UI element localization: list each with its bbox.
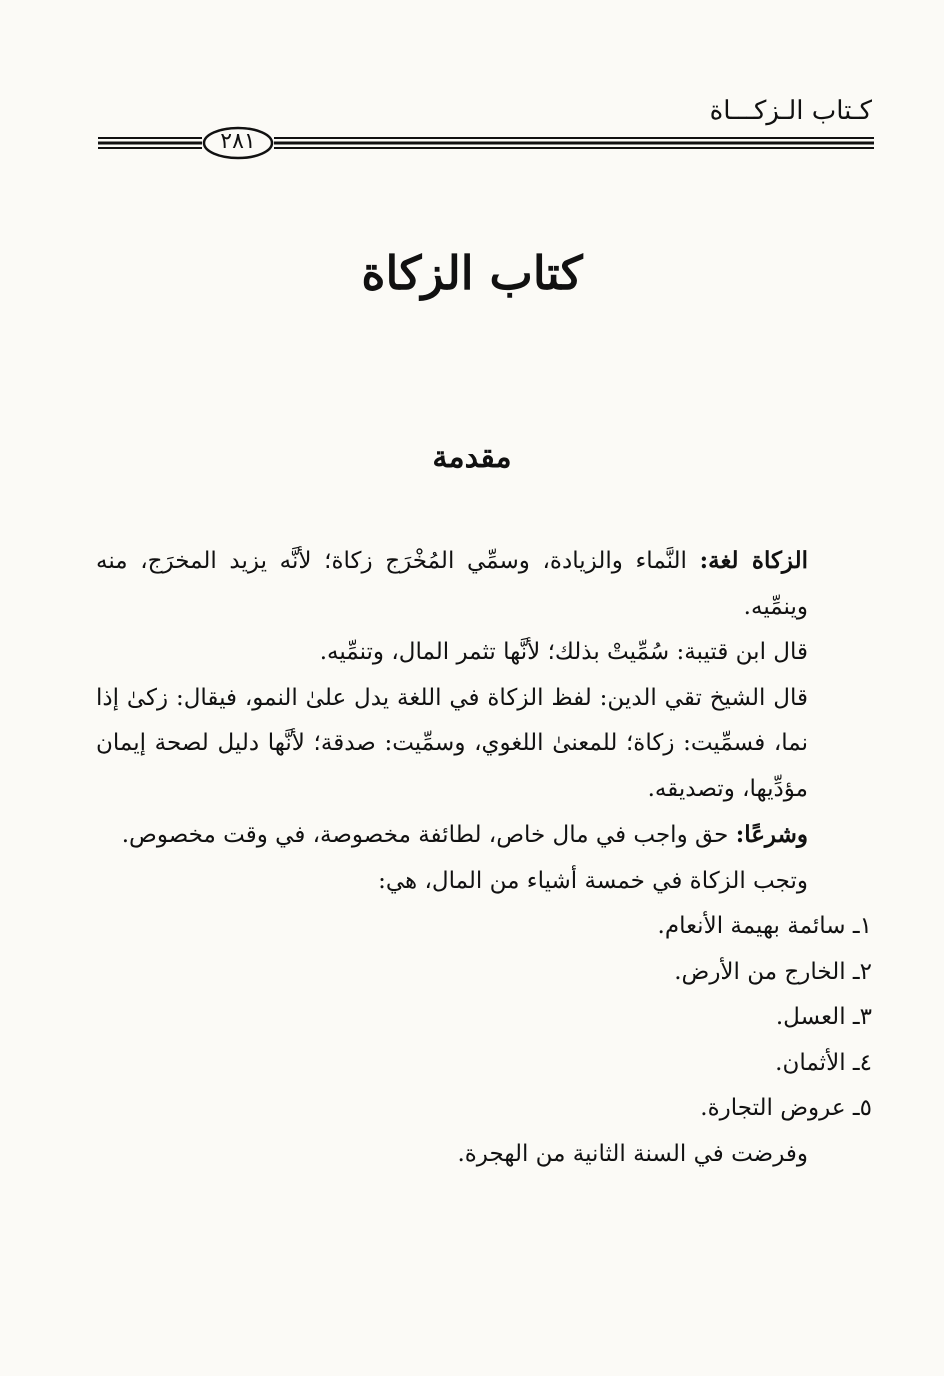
list-item: ١ـ سائمة بهيمة الأنعام. — [657, 913, 872, 939]
list-item: ٣ـ العسل. — [775, 1004, 872, 1030]
paragraph-ibn-qutaybah: قال ابن قتيبة: سُمِّيتْ بذلك؛ لأنَّها تثمر المال، وتنمِّيه. — [319, 639, 808, 665]
running-head-title: كـتاب الـزكـــاة — [709, 96, 872, 126]
paragraph-taqi-al-din: قال الشيخ تقي الدين: لفظ الزكاة في اللغة يدل علىٰ النمو، فيقال: زكىٰ إذا نما، فسمِّيت: زكاة؛ للمعنىٰ اللغوي، وسمِّيت: صدقة؛ لأنَّها دليل لصحة إيمان مؤدِّيها، وتصديقه. — [96, 684, 808, 802]
paragraph-list-intro: وتجب الزكاة في خمسة أشياء من المال، هي: — [378, 867, 808, 894]
list-item: ٤ـ الأثمان. — [775, 1049, 872, 1076]
term-legal: وشرعًا: — [735, 821, 808, 848]
paragraph-closing: وفرضت في السنة الثانية من الهجرة. — [457, 1140, 808, 1167]
page-number: ٢٨١ — [220, 129, 256, 154]
definition-linguistic: النَّماء والزيادة، وسمِّي المُخْرَج زكاة؛ لأنَّه يزيد المخرَج، منه وينمِّيه. — [96, 548, 808, 620]
section-title: مقدمة — [432, 440, 512, 475]
paragraph-linguistic — [96, 538, 872, 630]
paragraph-legal — [96, 812, 872, 859]
body-text — [96, 538, 872, 1177]
list-item: ٢ـ الخارج من الأرض. — [674, 958, 872, 985]
term-linguistic: الزكاة لغة: — [699, 547, 809, 574]
definition-legal: حق واجب في مال خاص، لطائفة مخصوصة، في وقت مخصوص. — [121, 822, 736, 848]
book-title: كتاب الزكاة — [361, 246, 583, 300]
list-item: ٥ـ عروض التجارة. — [700, 1095, 872, 1121]
